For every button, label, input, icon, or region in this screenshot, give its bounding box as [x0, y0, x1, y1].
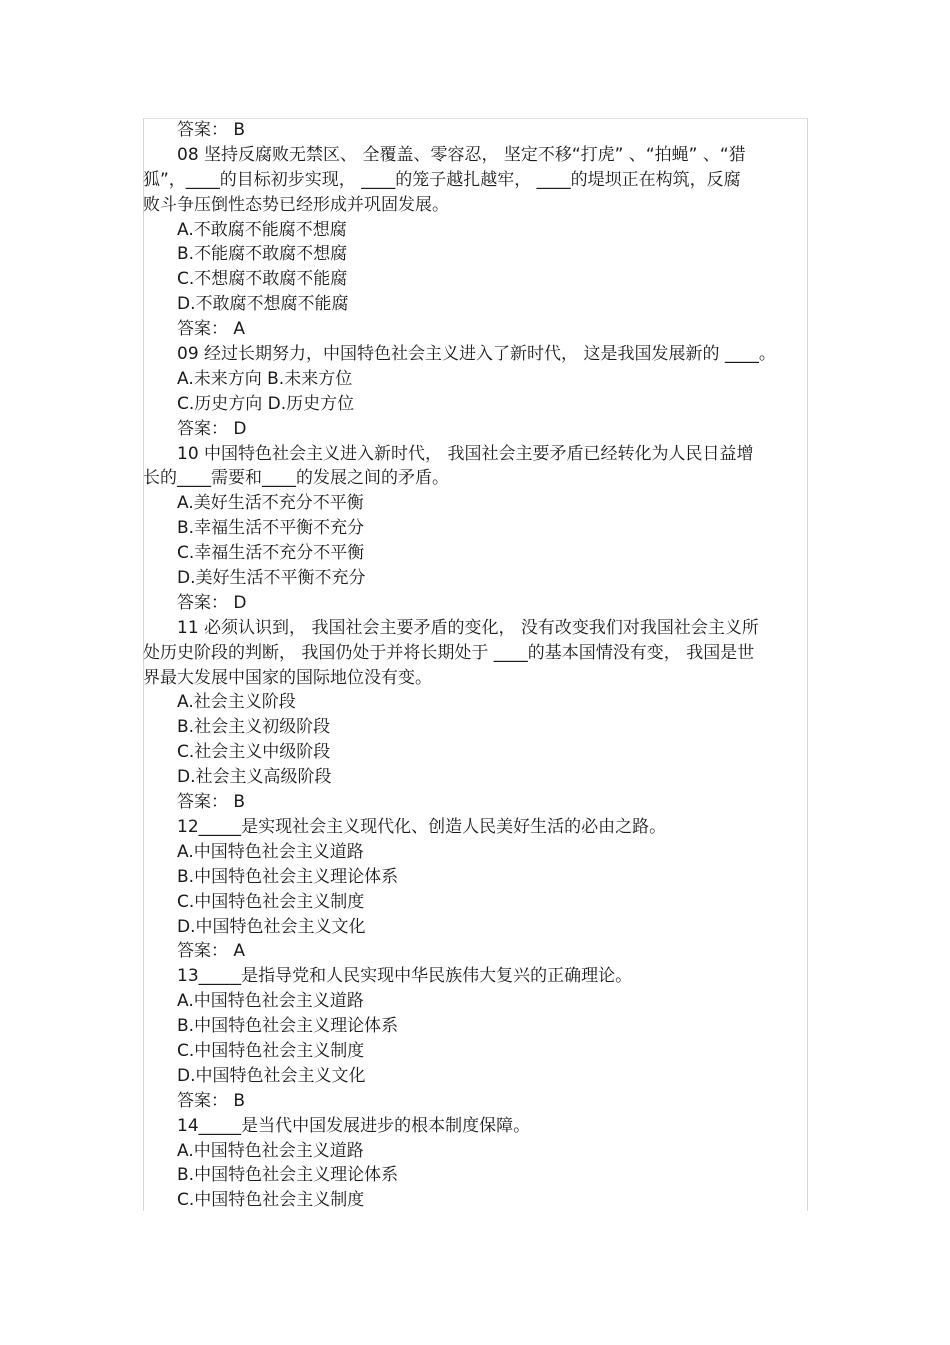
text-line: 11 必须认识到， 我国社会主要矛盾的变化， 没有改变我们对我国社会主义所 [177, 617, 759, 638]
text-line: A.中国特色社会主义道路 [177, 991, 364, 1012]
text-line: A.中国特色社会主义道路 [177, 1140, 364, 1161]
text-line: B.社会主义初级阶段 [177, 717, 331, 738]
text-line: B.中国特色社会主义理论体系 [177, 866, 399, 887]
text-line: B.中国特色社会主义理论体系 [177, 1016, 399, 1037]
text-line: D.中国特色社会主义文化 [177, 916, 366, 937]
text-line: A.不敢腐不能腐不想腐 [177, 219, 347, 240]
text-line: C.中国特色社会主义制度 [177, 1190, 365, 1211]
text-line: 10 中国特色社会主义进入新时代， 我国社会主要矛盾已经转化为人民日益增 [177, 443, 754, 464]
text-line: 答案： A [177, 941, 246, 962]
text-line: A.美好生活不充分不平衡 [177, 493, 364, 514]
text-line: 14_____是当代中国发展进步的根本制度保障。 [177, 1115, 531, 1136]
text-line: 处历史阶段的判断， 我国仍处于并将长期处于 ____的基本国情没有变， 我国是世 [143, 642, 755, 663]
text-line: 狐”，____的目标初步实现， ____的笼子越扎越牢， ____的堤坝正在构筑，反腐 [143, 169, 741, 190]
text-line: B.不能腐不敢腐不想腐 [177, 244, 348, 265]
text-line: 答案： B [177, 792, 246, 813]
text-line: D.不敢腐不想腐不能腐 [177, 294, 349, 315]
text-line: 13_____是指导党和人民实现中华民族伟大复兴的正确理论。 [177, 966, 633, 987]
text-line: D.中国特色社会主义文化 [177, 1065, 366, 1086]
text-line: C.中国特色社会主义制度 [177, 1040, 365, 1061]
text-line: B.幸福生活不平衡不充分 [177, 518, 365, 539]
text-line: 12_____是实现社会主义现代化、创造人民美好生活的必由之路。 [177, 816, 667, 837]
text-line: 答案： B [177, 120, 246, 140]
text-line: 09 经过长期努力，中国特色社会主义进入了新时代， 这是我国发展新的 ____。 [177, 344, 776, 365]
text-line: C.社会主义中级阶段 [177, 742, 331, 763]
text-line: 答案： B [177, 1090, 246, 1111]
text-line: 答案： D [177, 418, 247, 439]
text-line: 答案： A [177, 319, 246, 340]
text-line: 长的____需要和____的发展之间的矛盾。 [143, 468, 449, 489]
text-line: A.中国特色社会主义道路 [177, 841, 364, 862]
text-line: C.中国特色社会主义制度 [177, 891, 365, 912]
text-line: 界最大发展中国家的国际地位没有变。 [143, 667, 432, 688]
text-line: 08 坚持反腐败无禁区、 全覆盖、零容忍， 坚定不移“打虎” 、“拍蝇” 、“猎 [177, 144, 746, 165]
text-line: D.美好生活不平衡不充分 [177, 568, 366, 589]
document-body [143, 118, 807, 1213]
text-line: 败斗争压倒性态势已经形成并巩固发展。 [143, 194, 449, 215]
text-line: C.不想腐不敢腐不能腐 [177, 269, 348, 290]
text-line: A.社会主义阶段 [177, 692, 296, 713]
text-line: C.幸福生活不充分不平衡 [177, 543, 365, 564]
text-line: 答案： D [177, 592, 247, 613]
text-line: C.历史方向 D.历史方位 [177, 393, 355, 414]
text-line: A.未来方向 B.未来方位 [177, 368, 353, 389]
text-line: D.社会主义高级阶段 [177, 767, 332, 788]
text-line: B.中国特色社会主义理论体系 [177, 1165, 399, 1186]
